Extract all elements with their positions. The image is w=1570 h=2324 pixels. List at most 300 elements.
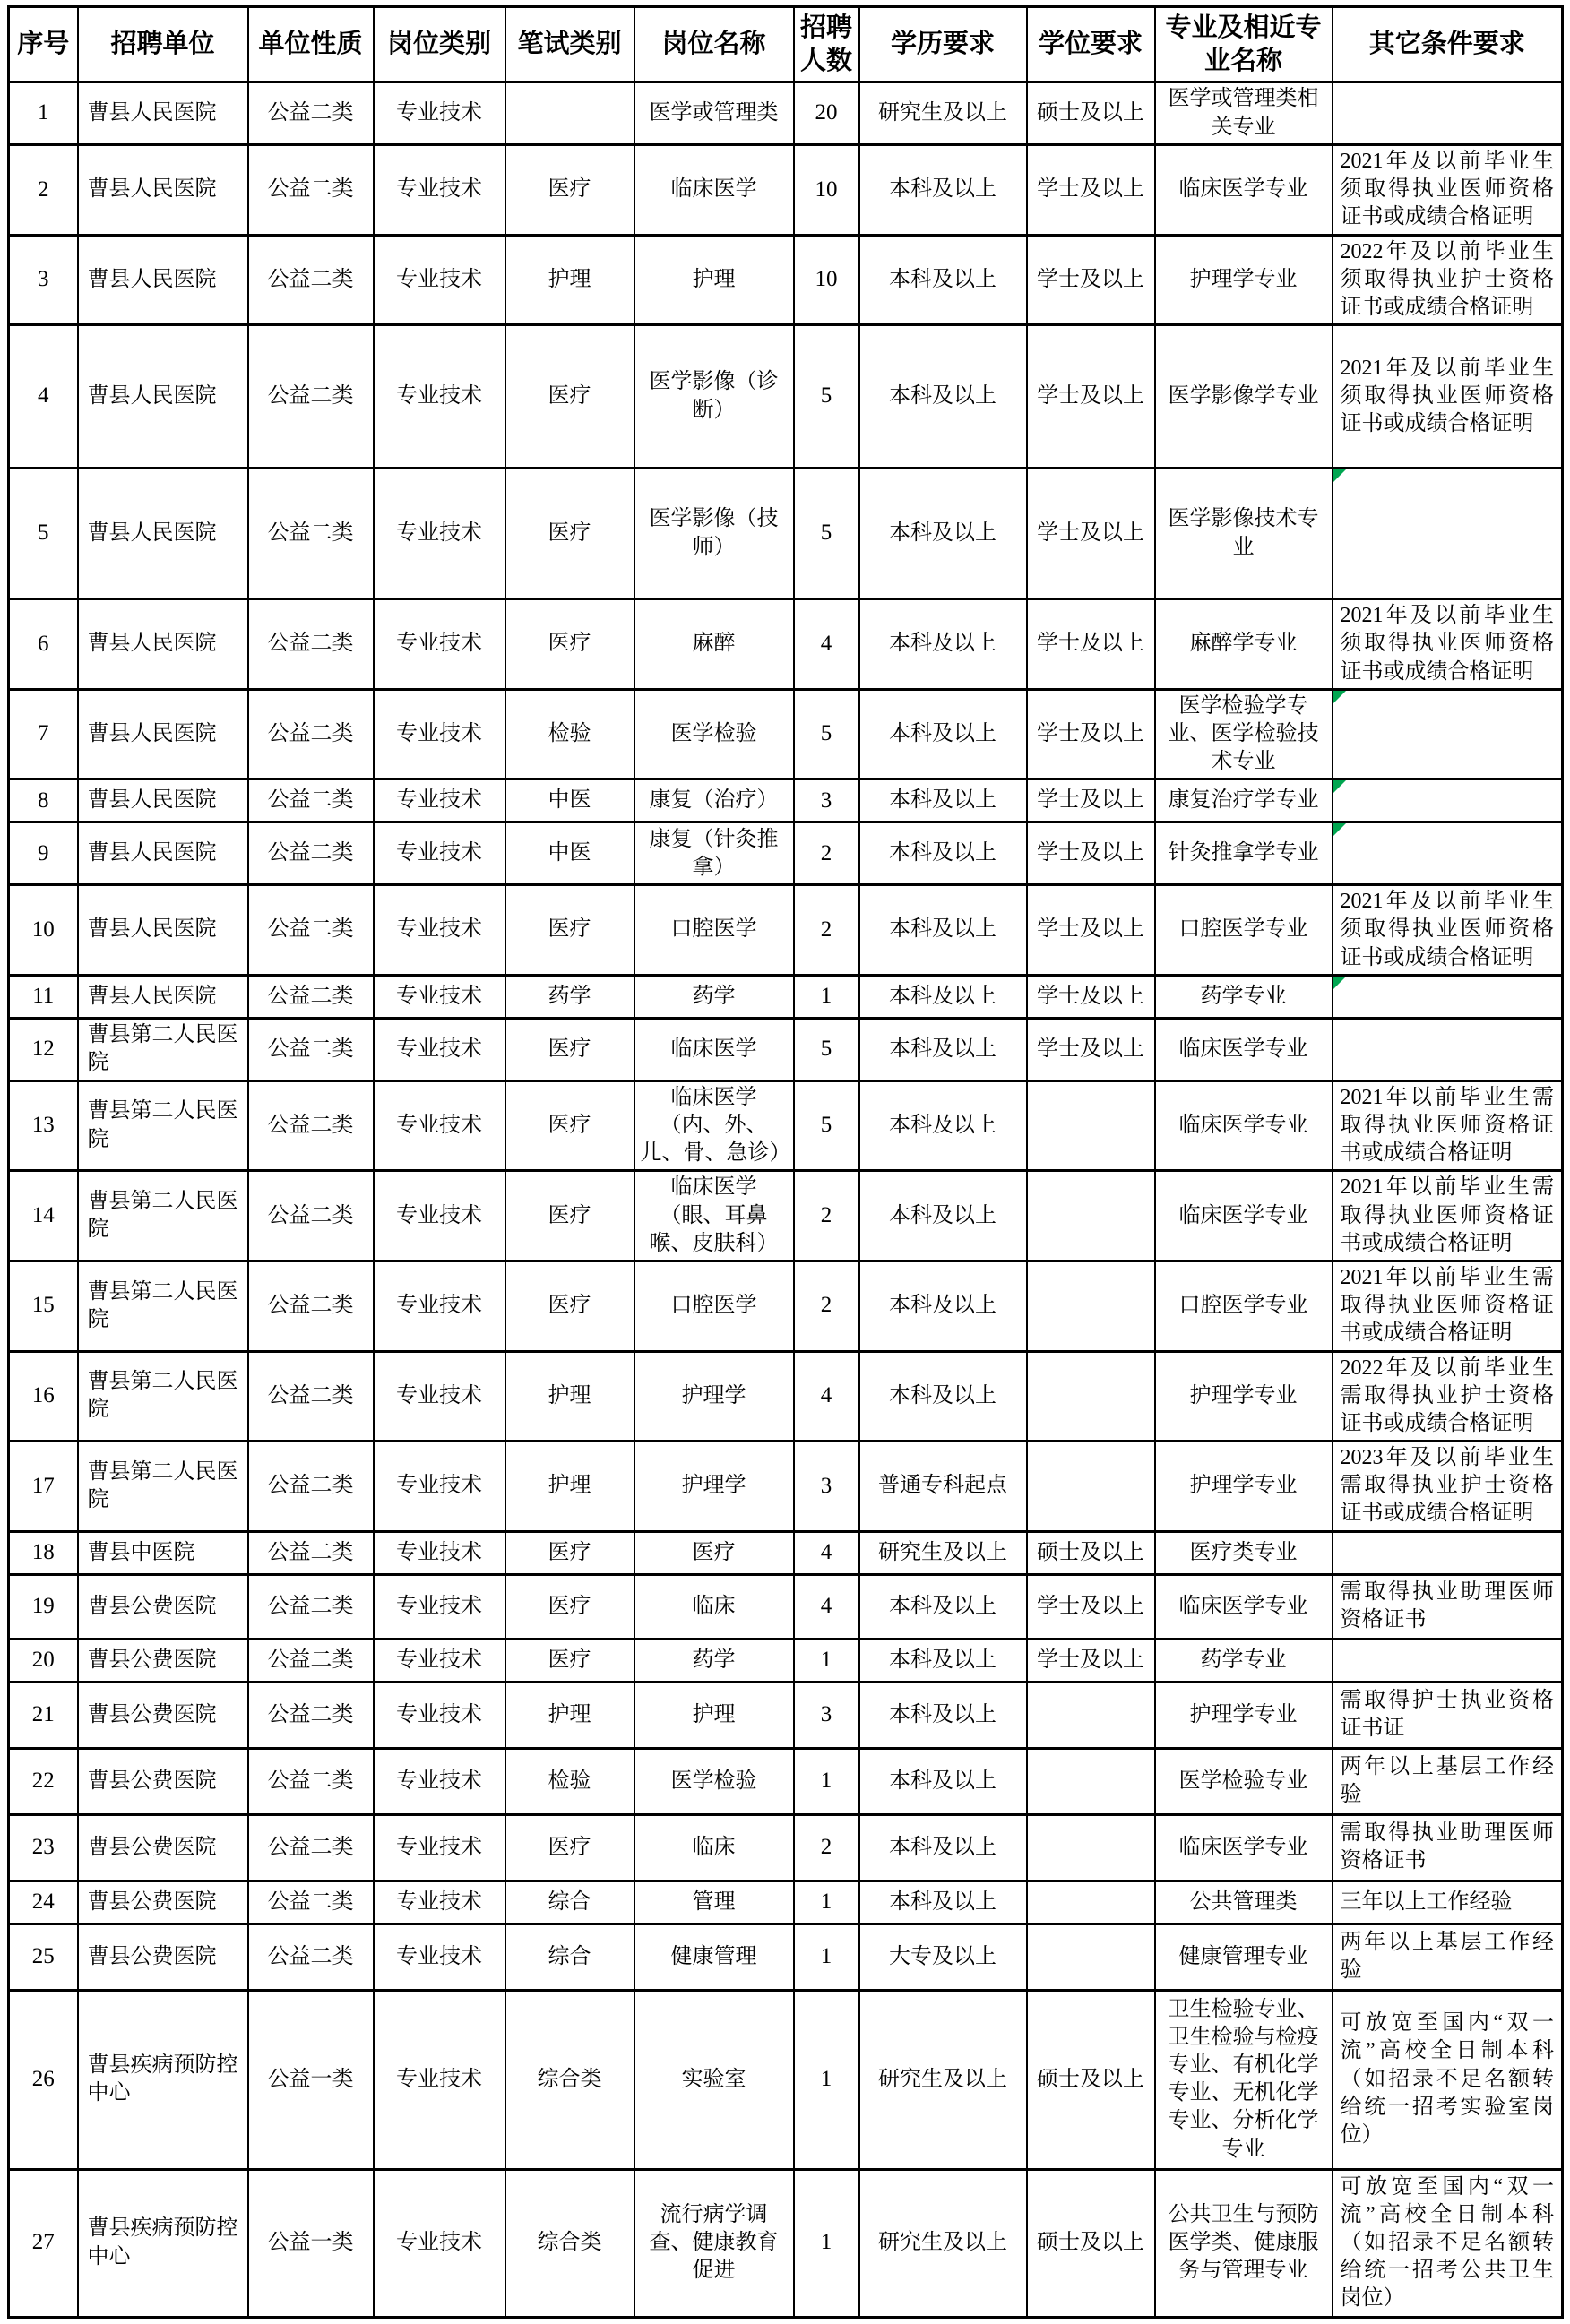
- cell-degree: [1027, 1531, 1155, 1574]
- cell-text: 护理学专业: [1189, 1702, 1298, 1726]
- cell-exam: [505, 885, 634, 976]
- cell-text: 医学检验: [670, 1769, 757, 1793]
- cell-text: 曹县第二人民医院: [87, 1370, 238, 1422]
- cell-major: [1155, 1171, 1333, 1261]
- cell-text: 临床医学专业: [1178, 1114, 1308, 1137]
- cell-text: 医学检验学专业、医学检验技术专业: [1168, 693, 1319, 774]
- cell-text: 本科及以上: [889, 1769, 996, 1793]
- table-row: [9, 145, 1563, 236]
- cell-nature: [248, 1171, 374, 1261]
- table-row: [9, 1814, 1563, 1881]
- cell-text: 公益二类: [267, 1702, 354, 1726]
- cell-text: 专业技术: [396, 1540, 482, 1564]
- cell-no: [9, 1080, 78, 1171]
- recruitment-table: [7, 5, 1564, 2319]
- cell-text: 专业技术: [396, 2231, 482, 2255]
- cell-nature: [248, 145, 374, 236]
- cell-count: [794, 885, 859, 976]
- cell-nature: [248, 1924, 374, 1990]
- cell-text: 康复（治疗）: [649, 788, 779, 813]
- cell-category: [374, 822, 505, 885]
- cell-text: 药学专业: [1200, 984, 1287, 1008]
- cell-unit: [78, 1531, 248, 1574]
- cell-no: [9, 1442, 78, 1532]
- cell-nature: [248, 1682, 374, 1748]
- cell-edu: [859, 1351, 1027, 1442]
- cell-no: [9, 779, 78, 822]
- cell-text: 2: [820, 1202, 832, 1227]
- cell-degree: [1027, 1682, 1155, 1748]
- cell-major: [1155, 1639, 1333, 1682]
- cell-text: 医疗: [548, 1037, 591, 1061]
- cell-text: 5: [820, 1113, 832, 1138]
- cell-degree: [1027, 599, 1155, 690]
- cell-text: 学士及以上: [1037, 788, 1144, 813]
- green-error-flag-icon: [1333, 780, 1346, 793]
- cell-post: [634, 1990, 794, 2169]
- cell-text: 24: [31, 1889, 55, 1914]
- cell-text: 2021年及以前毕业生须取得执业医师资格证书或成绩合格证明: [1340, 356, 1554, 436]
- cell-text: 曹县公费医院: [87, 1769, 217, 1793]
- cell-count: [794, 1531, 859, 1574]
- cell-count: [794, 779, 859, 822]
- cell-text: 本科及以上: [889, 632, 996, 656]
- cell-category: [374, 1261, 505, 1351]
- cell-text: 2022年及以前毕业生需取得执业护士资格证书或成绩合格证明: [1340, 1356, 1554, 1435]
- cell-text: 硕士及以上: [1037, 1540, 1144, 1564]
- cell-no: [9, 885, 78, 976]
- cell-count: [794, 469, 859, 599]
- cell-nature: [248, 1639, 374, 1682]
- cell-text: 本科及以上: [889, 1383, 996, 1407]
- cell-text: 硕士及以上: [1037, 2231, 1144, 2255]
- cell-unit: [78, 822, 248, 885]
- cell-text: 针灸推拿学专业: [1168, 841, 1319, 865]
- cell-post: [634, 1171, 794, 1261]
- cell-text: 医疗: [548, 384, 591, 409]
- cell-other: [1333, 1442, 1563, 1532]
- cell-text: 学士及以上: [1037, 917, 1144, 942]
- cell-exam: [505, 689, 634, 779]
- cell-unit: [78, 2169, 248, 2317]
- cell-exam: [505, 1814, 634, 1881]
- cell-exam: [505, 1924, 634, 1990]
- cell-text: 2021年及以前毕业生须取得执业医师资格证书或成绩合格证明: [1340, 890, 1554, 969]
- cell-text: 医疗类专业: [1189, 1540, 1298, 1564]
- cell-category: [374, 145, 505, 236]
- cell-no: [9, 1574, 78, 1639]
- cell-text: 1: [820, 2066, 832, 2091]
- cell-text: 医学影像学专业: [1168, 384, 1319, 409]
- column-header: 岗位类别: [374, 7, 505, 82]
- cell-text: 学士及以上: [1037, 1648, 1144, 1672]
- cell-text: 4: [820, 1539, 832, 1564]
- cell-nature: [248, 1574, 374, 1639]
- cell-other: [1333, 1924, 1563, 1990]
- cell-edu: [859, 1261, 1027, 1351]
- cell-category: [374, 975, 505, 1018]
- cell-text: 专业技术: [396, 1944, 482, 1968]
- cell-no: [9, 1018, 78, 1080]
- column-header: 学历要求: [859, 7, 1027, 82]
- cell-text: 公益二类: [267, 1835, 354, 1859]
- cell-text: 公益二类: [267, 1114, 354, 1137]
- cell-other: [1333, 469, 1563, 599]
- cell-text: 专业技术: [396, 521, 482, 546]
- cell-text: 本科及以上: [889, 917, 996, 942]
- cell-text: 医学检验专业: [1178, 1769, 1308, 1793]
- cell-text: 学士及以上: [1037, 521, 1144, 546]
- cell-text: 学士及以上: [1037, 177, 1144, 202]
- cell-other: [1333, 689, 1563, 779]
- cell-post: [634, 822, 794, 885]
- cell-major: [1155, 975, 1333, 1018]
- cell-text: 药学: [692, 984, 736, 1008]
- cell-category: [374, 1990, 505, 2169]
- cell-unit: [78, 689, 248, 779]
- cell-edu: [859, 145, 1027, 236]
- cell-text: 曹县疾病预防控中心: [87, 2216, 238, 2268]
- cell-edu: [859, 235, 1027, 325]
- cell-edu: [859, 1682, 1027, 1748]
- cell-nature: [248, 1531, 374, 1574]
- cell-degree: [1027, 822, 1155, 885]
- cell-text: 护理学: [681, 1474, 746, 1498]
- table-row: [9, 1881, 1563, 1924]
- cell-text: 公益二类: [267, 1594, 354, 1618]
- cell-text: 1: [38, 100, 49, 125]
- cell-text: 2021年以前毕业生需取得执业医师资格证书或成绩合格证明: [1340, 1175, 1554, 1255]
- cell-no: [9, 1881, 78, 1924]
- cell-degree: [1027, 145, 1155, 236]
- cell-text: 3: [820, 1701, 832, 1726]
- cell-text: 医疗: [548, 1203, 591, 1227]
- cell-text: 医疗: [548, 521, 591, 546]
- cell-text: 本科及以上: [889, 1648, 996, 1672]
- cell-major: [1155, 235, 1333, 325]
- cell-text: 曹县公费医院: [87, 1835, 217, 1859]
- cell-exam: [505, 145, 634, 236]
- cell-text: 曹县人民医院: [87, 177, 217, 202]
- cell-text: 专业技术: [396, 1889, 482, 1914]
- cell-category: [374, 1531, 505, 1574]
- cell-no: [9, 1531, 78, 1574]
- cell-text: 曹县公费医院: [87, 1594, 217, 1618]
- cell-text: 实验室: [681, 2067, 746, 2091]
- cell-post: [634, 885, 794, 976]
- cell-text: 医学或管理类: [649, 100, 779, 125]
- cell-text: 公益二类: [267, 1889, 354, 1914]
- cell-text: 4: [38, 383, 49, 409]
- cell-exam: [505, 1080, 634, 1171]
- column-header: 单位性质: [248, 7, 374, 82]
- cell-edu: [859, 822, 1027, 885]
- cell-category: [374, 469, 505, 599]
- cell-no: [9, 599, 78, 690]
- cell-edu: [859, 1531, 1027, 1574]
- cell-text: 流行病学调查、健康教育促进: [649, 2202, 779, 2283]
- cell-text: 临床医学: [670, 177, 757, 202]
- cell-text: 健康管理专业: [1178, 1944, 1308, 1968]
- cell-text: 大专及以上: [889, 1944, 996, 1968]
- cell-text: 本科及以上: [889, 1702, 996, 1726]
- cell-text: 公益二类: [267, 1540, 354, 1564]
- cell-text: 公益一类: [267, 2067, 354, 2091]
- cell-text: 公益二类: [267, 1474, 354, 1498]
- cell-text: 康复（针灸推拿）: [649, 827, 779, 879]
- cell-text: 本科及以上: [889, 521, 996, 546]
- cell-nature: [248, 82, 374, 145]
- cell-text: 研究生及以上: [878, 1540, 1007, 1564]
- cell-text: 医疗: [548, 1114, 591, 1137]
- cell-degree: [1027, 1080, 1155, 1171]
- cell-text: 2021年及以前毕业生须取得执业医师资格证书或成绩合格证明: [1340, 604, 1554, 684]
- cell-edu: [859, 689, 1027, 779]
- cell-text: 医疗: [548, 1594, 591, 1618]
- cell-degree: [1027, 325, 1155, 469]
- table-body: [9, 82, 1563, 2318]
- cell-category: [374, 1351, 505, 1442]
- cell-text: 本科及以上: [889, 1114, 996, 1137]
- cell-text: 8: [38, 788, 49, 813]
- cell-edu: [859, 1080, 1027, 1171]
- cell-post: [634, 235, 794, 325]
- cell-text: 麻醉学专业: [1189, 632, 1298, 656]
- cell-text: 临床医学（内、外、儿、骨、急诊）: [640, 1085, 791, 1166]
- cell-major: [1155, 82, 1333, 145]
- cell-text: 口腔医学: [670, 1294, 757, 1318]
- cell-no: [9, 469, 78, 599]
- cell-text: 学士及以上: [1037, 384, 1144, 409]
- cell-text: 13: [31, 1113, 55, 1138]
- cell-text: 检验: [548, 721, 591, 745]
- cell-major: [1155, 822, 1333, 885]
- cell-category: [374, 1574, 505, 1639]
- cell-major: [1155, 1814, 1333, 1881]
- cell-major: [1155, 1881, 1333, 1924]
- cell-post: [634, 975, 794, 1018]
- cell-text: 20: [815, 100, 838, 125]
- cell-other: [1333, 1261, 1563, 1351]
- cell-exam: [505, 82, 634, 145]
- cell-text: 11: [32, 984, 55, 1009]
- cell-text: 护理: [548, 1383, 591, 1407]
- cell-major: [1155, 1748, 1333, 1814]
- cell-text: 曹县第二人民医院: [87, 1023, 238, 1075]
- cell-text: 药学: [692, 1648, 736, 1672]
- cell-degree: [1027, 1748, 1155, 1814]
- cell-text: 专业技术: [396, 2067, 482, 2091]
- cell-count: [794, 1990, 859, 2169]
- cell-other: [1333, 235, 1563, 325]
- cell-text: 曹县人民医院: [87, 721, 217, 745]
- cell-text: 公益一类: [267, 2231, 354, 2255]
- cell-post: [634, 1639, 794, 1682]
- table-row: [9, 1261, 1563, 1351]
- cell-exam: [505, 235, 634, 325]
- cell-text: 学士及以上: [1037, 984, 1144, 1008]
- column-header: 专业及相近专业名称: [1155, 7, 1333, 82]
- cell-other: [1333, 1018, 1563, 1080]
- cell-unit: [78, 1080, 248, 1171]
- cell-other: [1333, 1814, 1563, 1881]
- cell-text: 2021年以前毕业生需取得执业医师资格证书或成绩合格证明: [1340, 1265, 1554, 1346]
- cell-nature: [248, 689, 374, 779]
- cell-text: 普通专科起点: [878, 1474, 1007, 1498]
- cell-text: 护理学专业: [1189, 1383, 1298, 1407]
- cell-text: 10: [815, 267, 838, 292]
- cell-text: 曹县第二人民医院: [87, 1459, 238, 1511]
- cell-count: [794, 1639, 859, 1682]
- cell-text: 临床医学专业: [1178, 1835, 1308, 1859]
- cell-text: 医疗: [548, 917, 591, 942]
- cell-nature: [248, 1814, 374, 1881]
- cell-text: 医疗: [692, 1540, 736, 1564]
- table-row: [9, 1531, 1563, 1574]
- cell-degree: [1027, 779, 1155, 822]
- cell-text: 研究生及以上: [878, 2231, 1007, 2255]
- cell-major: [1155, 1442, 1333, 1532]
- cell-exam: [505, 325, 634, 469]
- cell-other: [1333, 779, 1563, 822]
- cell-nature: [248, 469, 374, 599]
- cell-other: [1333, 1881, 1563, 1924]
- cell-exam: [505, 822, 634, 885]
- cell-no: [9, 1639, 78, 1682]
- cell-edu: [859, 325, 1027, 469]
- cell-text: 口腔医学专业: [1178, 917, 1308, 942]
- cell-major: [1155, 1990, 1333, 2169]
- cell-post: [634, 82, 794, 145]
- cell-text: 18: [31, 1539, 55, 1564]
- table-row: [9, 975, 1563, 1018]
- cell-text: 护理学专业: [1189, 267, 1298, 291]
- cell-category: [374, 2169, 505, 2317]
- table-row: [9, 1924, 1563, 1990]
- cell-text: 20: [31, 1647, 55, 1672]
- cell-edu: [859, 1881, 1027, 1924]
- cell-nature: [248, 1080, 374, 1171]
- cell-unit: [78, 1990, 248, 2169]
- cell-text: 公益二类: [267, 721, 354, 745]
- cell-no: [9, 2169, 78, 2317]
- cell-text: 临床医学专业: [1178, 1203, 1308, 1227]
- cell-text: 曹县第二人民医院: [87, 1099, 238, 1151]
- cell-text: 专业技术: [396, 721, 482, 745]
- cell-text: 医学影像技术专业: [1168, 507, 1319, 559]
- cell-post: [634, 1080, 794, 1171]
- cell-text: 专业技术: [396, 177, 482, 202]
- cell-unit: [78, 469, 248, 599]
- cell-text: 公益二类: [267, 267, 354, 291]
- cell-text: 曹县人民医院: [87, 267, 217, 291]
- cell-text: 检验: [548, 1769, 591, 1793]
- cell-no: [9, 325, 78, 469]
- cell-text: 公益二类: [267, 841, 354, 865]
- cell-degree: [1027, 469, 1155, 599]
- cell-count: [794, 1748, 859, 1814]
- cell-text: 曹县公费医院: [87, 1889, 217, 1914]
- cell-post: [634, 1814, 794, 1881]
- cell-text: 综合: [548, 1944, 591, 1968]
- cell-text: 医学影像（诊断）: [649, 370, 779, 422]
- cell-degree: [1027, 1814, 1155, 1881]
- cell-count: [794, 1261, 859, 1351]
- cell-count: [794, 975, 859, 1018]
- cell-text: 曹县人民医院: [87, 384, 217, 409]
- cell-major: [1155, 885, 1333, 976]
- table-row: [9, 1639, 1563, 1682]
- cell-degree: [1027, 1574, 1155, 1639]
- column-header: 招聘人数: [794, 7, 859, 82]
- cell-text: 22: [31, 1768, 55, 1793]
- cell-text: 2021年及以前毕业生须取得执业医师资格证书或成绩合格证明: [1340, 150, 1554, 229]
- cell-text: 本科及以上: [889, 984, 996, 1008]
- cell-exam: [505, 1018, 634, 1080]
- cell-text: 口腔医学: [670, 917, 757, 942]
- table-row: [9, 822, 1563, 885]
- cell-unit: [78, 975, 248, 1018]
- cell-text: 学士及以上: [1037, 267, 1144, 291]
- table-row: [9, 235, 1563, 325]
- cell-text: 14: [31, 1202, 55, 1227]
- cell-count: [794, 1924, 859, 1990]
- cell-edu: [859, 1171, 1027, 1261]
- cell-text: 专业技术: [396, 1594, 482, 1618]
- cell-text: 公益二类: [267, 1383, 354, 1407]
- cell-category: [374, 82, 505, 145]
- cell-text: 护理学专业: [1189, 1474, 1298, 1498]
- table-row: [9, 1748, 1563, 1814]
- cell-no: [9, 1748, 78, 1814]
- cell-nature: [248, 1351, 374, 1442]
- cell-category: [374, 1018, 505, 1080]
- cell-unit: [78, 1814, 248, 1881]
- cell-nature: [248, 2169, 374, 2317]
- cell-text: 公益二类: [267, 1769, 354, 1793]
- cell-text: 曹县中医院: [87, 1540, 195, 1564]
- cell-text: 公益二类: [267, 100, 354, 125]
- cell-no: [9, 822, 78, 885]
- cell-edu: [859, 1639, 1027, 1682]
- cell-degree: [1027, 1018, 1155, 1080]
- cell-other: [1333, 885, 1563, 976]
- cell-text: 卫生检验专业、卫生检验与检疫专业、有机化学专业、无机化学专业、分析化学专业: [1168, 1997, 1319, 2161]
- cell-count: [794, 1018, 859, 1080]
- cell-degree: [1027, 2169, 1155, 2317]
- cell-text: 综合: [548, 1889, 591, 1914]
- cell-post: [634, 689, 794, 779]
- table-row: [9, 1018, 1563, 1080]
- cell-text: 1: [820, 984, 832, 1009]
- cell-unit: [78, 1018, 248, 1080]
- column-header: 岗位名称: [634, 7, 794, 82]
- cell-unit: [78, 1171, 248, 1261]
- cell-text: 曹县公费医院: [87, 1648, 217, 1672]
- cell-degree: [1027, 1351, 1155, 1442]
- cell-degree: [1027, 1881, 1155, 1924]
- cell-post: [634, 469, 794, 599]
- cell-exam: [505, 1351, 634, 1442]
- cell-degree: [1027, 1442, 1155, 1532]
- cell-text: 27: [31, 2230, 55, 2255]
- cell-post: [634, 1531, 794, 1574]
- cell-text: 临床医学: [670, 1037, 757, 1061]
- cell-text: 本科及以上: [889, 1037, 996, 1061]
- cell-major: [1155, 1924, 1333, 1990]
- cell-major: [1155, 469, 1333, 599]
- cell-exam: [505, 1261, 634, 1351]
